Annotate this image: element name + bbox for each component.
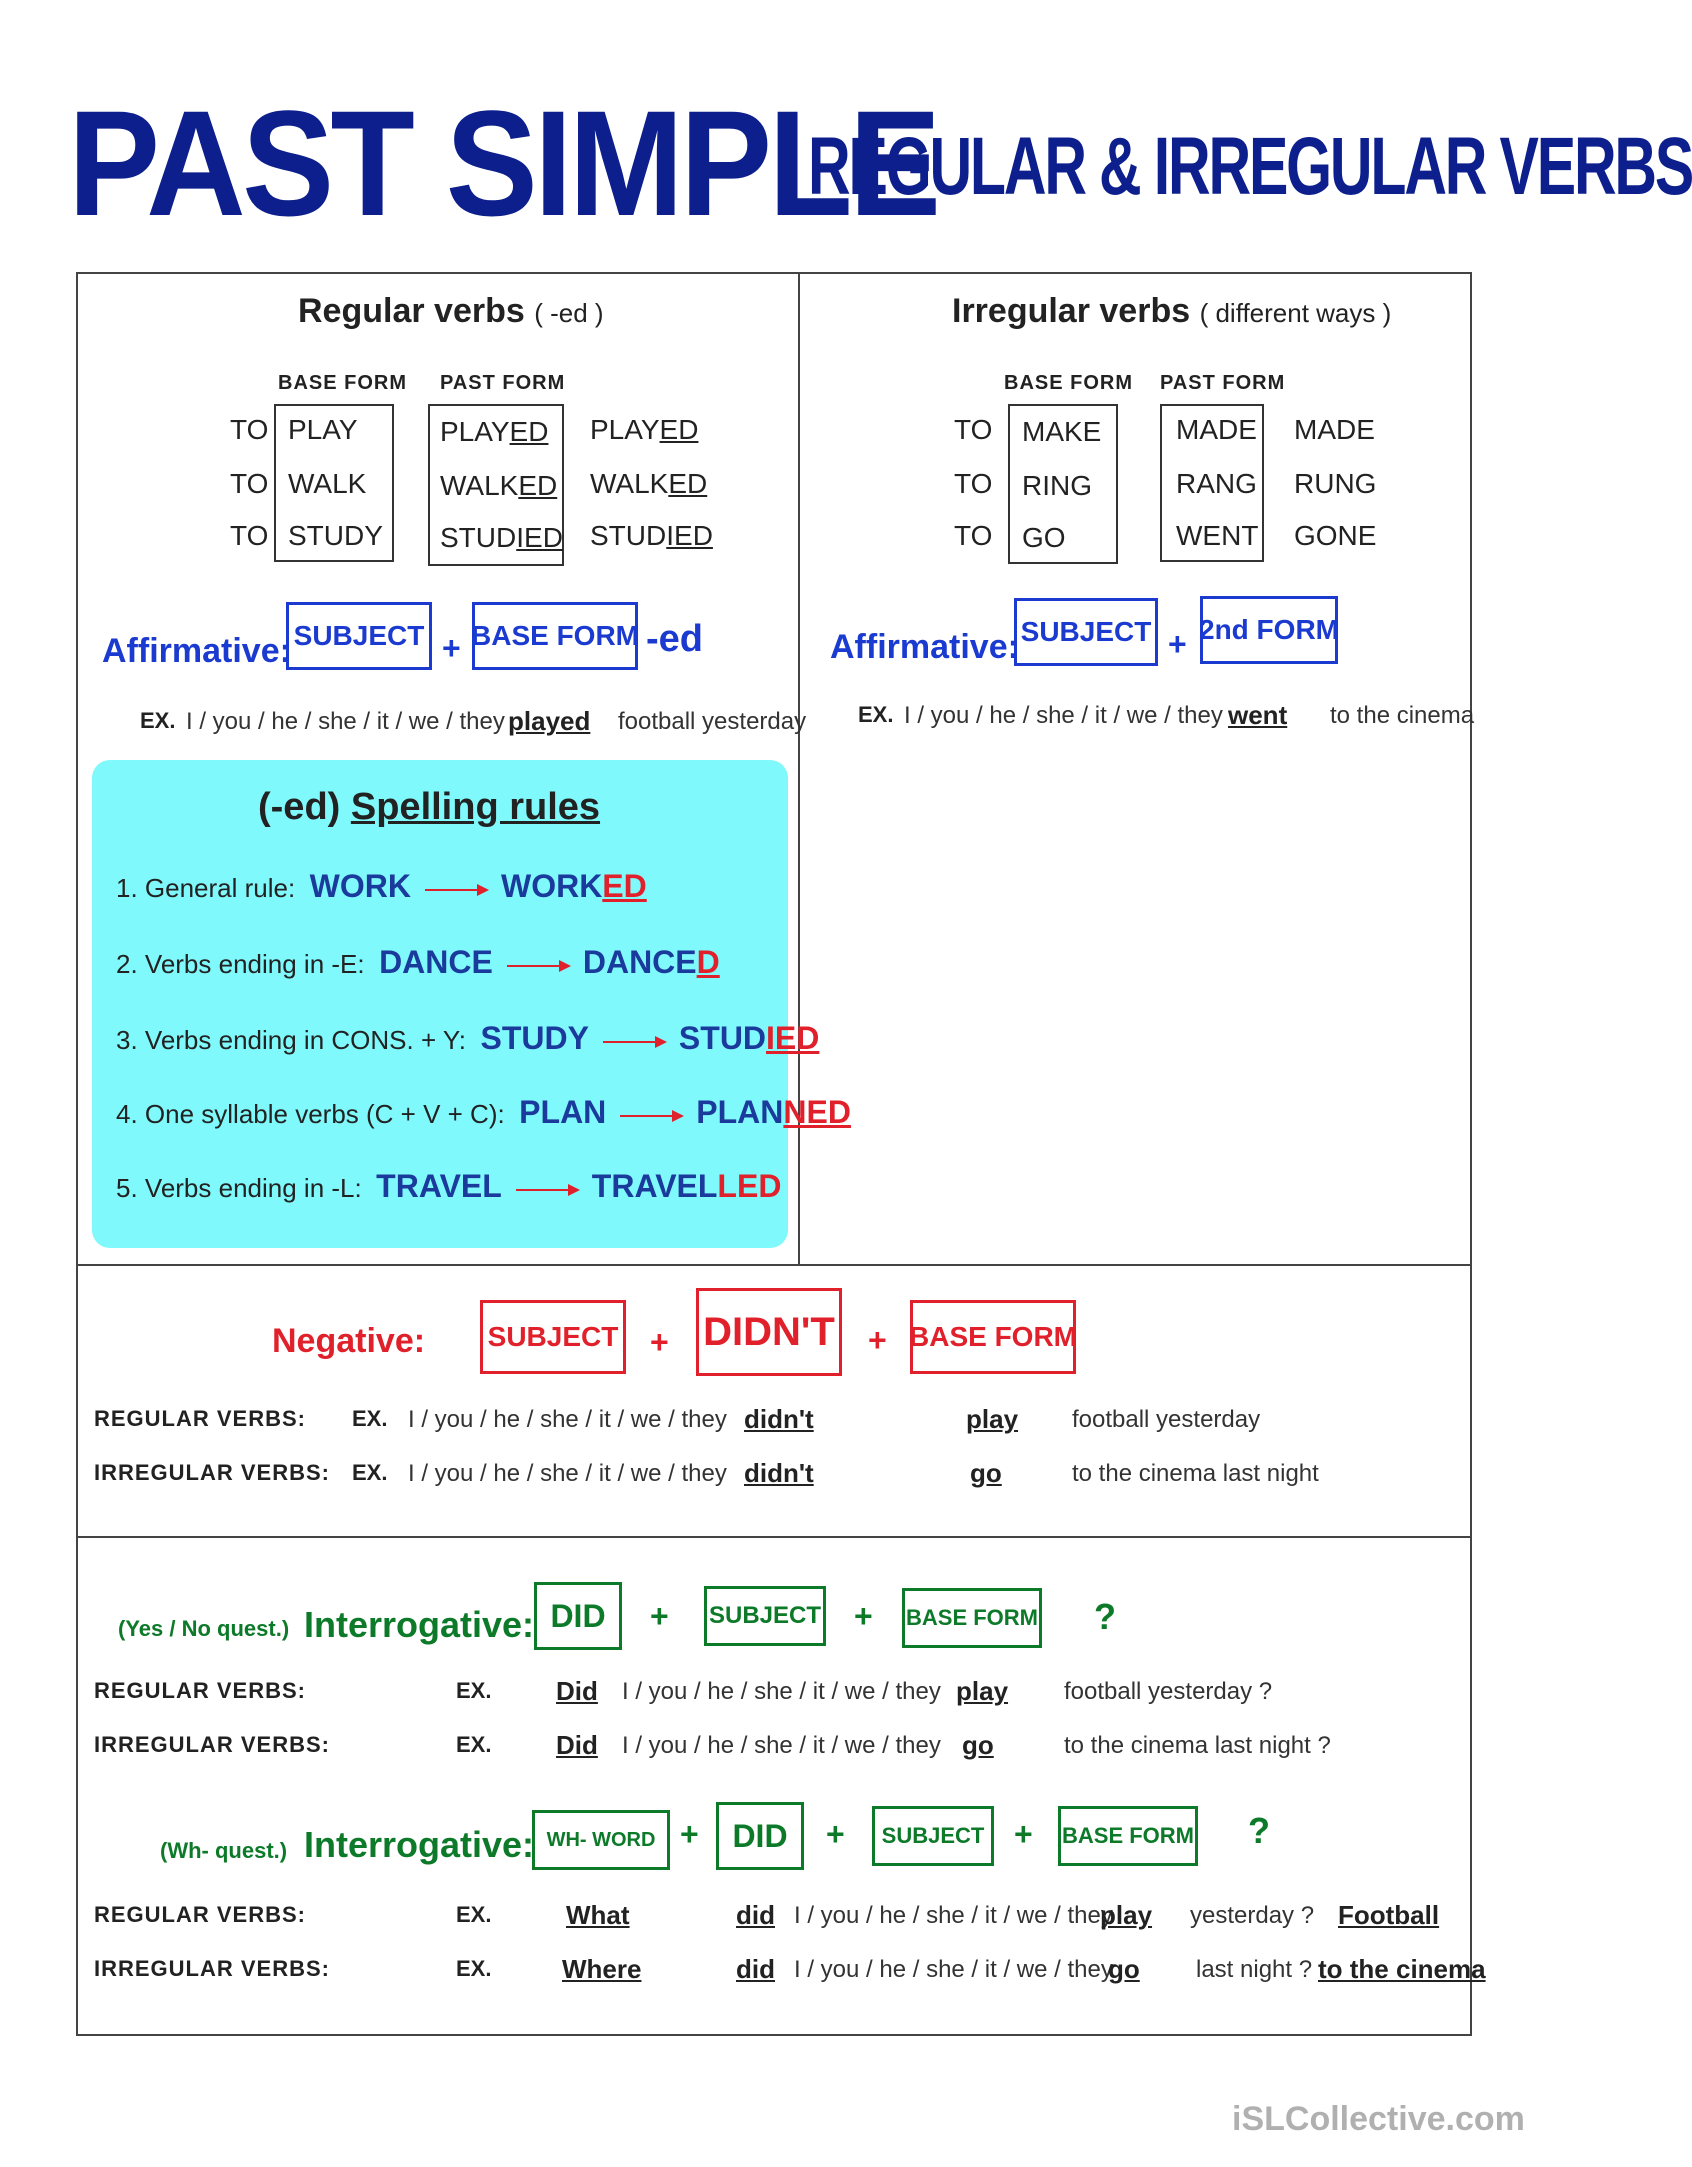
irregular-to-1: TO — [954, 414, 993, 445]
negative-aux-2: didn't — [744, 1458, 814, 1488]
regular-heading: Regular verbs ( -ed ) — [298, 292, 604, 330]
yesno-subject-box: SUBJECT — [704, 1586, 826, 1646]
regular-past-3: STUDIED — [440, 522, 563, 553]
irregular-past-3: WENT — [1176, 520, 1259, 551]
regular-col-past: PAST FORM — [440, 372, 566, 394]
spelling-rule-1: 1. General rule: WORK WORKED — [116, 868, 647, 904]
arrow-icon — [507, 965, 569, 967]
yesno-rest-2: to the cinema last night ? — [1064, 1732, 1331, 1759]
wh-baseform-box: BASE FORM — [1058, 1806, 1198, 1866]
regular-subject-box: SUBJECT — [286, 602, 432, 670]
irregular-base-2: RING — [1022, 470, 1092, 501]
negative-ex-1: EX. — [352, 1406, 388, 1431]
spelling-heading: (-ed) Spelling rules — [258, 786, 601, 828]
negative-ex-2: EX. — [352, 1460, 388, 1485]
yesno-aux-2: Did — [556, 1730, 598, 1760]
yesno-baseform-box: BASE FORM — [902, 1588, 1042, 1648]
irregular-base-3: GO — [1022, 522, 1066, 553]
yesno-ex-1: EX. — [456, 1678, 492, 1703]
irregular-col-past: PAST FORM — [1160, 372, 1286, 394]
wh-ex-2: EX. — [456, 1956, 492, 1981]
negative-aux-1: didn't — [744, 1404, 814, 1434]
negative-subject-box: SUBJECT — [480, 1300, 626, 1374]
wh-question-mark: ? — [1248, 1810, 1270, 1851]
irregular-ex-label: EX. — [858, 702, 894, 727]
negative-row-label-1: REGULAR VERBS: — [94, 1406, 307, 1431]
wh-verb-2: go — [1108, 1954, 1140, 1984]
spelling-rule-5: 5. Verbs ending in -L: TRAVEL TRAVELLED — [116, 1168, 782, 1204]
irregular-pp-1: MADE — [1294, 414, 1375, 445]
spelling-rule-3: 3. Verbs ending in CONS. + Y: STUDY STUDIED — [116, 1020, 820, 1056]
arrow-icon — [516, 1189, 578, 1191]
irregular-heading: Irregular verbs ( different ways ) — [952, 292, 1392, 330]
negative-plus-1: + — [650, 1324, 669, 1360]
regular-pp-2: WALKED — [590, 468, 708, 499]
irregular-col-base: BASE FORM — [1004, 372, 1133, 394]
wh-rest-2: last night ? — [1196, 1956, 1313, 1983]
arrow-icon — [603, 1041, 665, 1043]
irregular-pp-3: GONE — [1294, 520, 1377, 551]
wh-answer-1: Football — [1338, 1900, 1440, 1930]
wh-word-2: Where — [562, 1954, 642, 1984]
spelling-rule-4: 4. One syllable verbs (C + V + C): PLAN PLANNED — [116, 1094, 851, 1130]
page-title: PAST SIMPLE — [68, 79, 938, 247]
regular-ex-verb: played — [508, 706, 591, 736]
yesno-label: Interrogative: — [304, 1604, 535, 1645]
regular-base-2: WALK — [288, 468, 367, 499]
negative-verb-1: play — [966, 1404, 1019, 1434]
regular-col-base: BASE FORM — [278, 372, 407, 394]
negative-didnt-box: DIDN'T — [696, 1288, 842, 1376]
wh-row-label-2: IRREGULAR VERBS: — [94, 1956, 331, 1981]
yesno-ex-2: EX. — [456, 1732, 492, 1757]
wh-plus-2: + — [826, 1816, 845, 1852]
irregular-past-1: MADE — [1176, 414, 1257, 445]
wh-row-label-1: REGULAR VERBS: — [94, 1902, 307, 1927]
yesno-row-label-2: IRREGULAR VERBS: — [94, 1732, 331, 1757]
yesno-did-box: DID — [534, 1582, 622, 1650]
divider-interrogative — [76, 1536, 1472, 1538]
wh-subject-1: I / you / he / she / it / we / they — [794, 1902, 1113, 1929]
negative-subject-2: I / you / he / she / it / we / they — [408, 1460, 727, 1487]
wh-plus-1: + — [680, 1816, 699, 1852]
yesno-note: (Yes / No quest.) — [118, 1616, 290, 1641]
regular-base-3: STUDY — [288, 520, 383, 551]
negative-rest-1: football yesterday — [1072, 1406, 1261, 1433]
wh-word-box: WH- WORD — [532, 1810, 670, 1870]
regular-pp-3: STUDIED — [590, 520, 713, 551]
irregular-to-3: TO — [954, 520, 993, 551]
negative-rest-2: to the cinema last night — [1072, 1460, 1319, 1487]
yesno-row-label-1: REGULAR VERBS: — [94, 1678, 307, 1703]
yesno-subject-2: I / you / he / she / it / we / they — [622, 1732, 941, 1759]
irregular-subject-box: SUBJECT — [1014, 598, 1158, 666]
regular-base-1: PLAY — [288, 414, 358, 445]
irregular-ex-rest: to the cinema — [1330, 702, 1475, 729]
wh-ex-1: EX. — [456, 1902, 492, 1927]
regular-ex-label: EX. — [140, 708, 176, 733]
wh-answer-2: to the cinema — [1318, 1954, 1486, 1984]
yesno-question-mark: ? — [1094, 1596, 1116, 1637]
wh-plus-3: + — [1014, 1816, 1033, 1852]
irregular-2ndform-box: 2nd FORM — [1200, 596, 1338, 664]
wh-verb-1: play — [1100, 1900, 1153, 1930]
spelling-rule-2: 2. Verbs ending in -E: DANCE DANCED — [116, 944, 720, 980]
divider-negative — [76, 1264, 1472, 1266]
negative-label: Negative: — [272, 1322, 426, 1360]
regular-suffix: -ed — [646, 618, 703, 660]
wh-label: Interrogative: — [304, 1824, 535, 1865]
wh-aux-2: did — [736, 1954, 775, 1984]
irregular-plus: + — [1168, 626, 1187, 662]
negative-verb-2: go — [970, 1458, 1002, 1488]
irregular-pp-2: RUNG — [1294, 468, 1377, 499]
negative-plus-2: + — [868, 1322, 887, 1358]
wh-rest-1: yesterday ? — [1190, 1902, 1315, 1929]
irregular-to-2: TO — [954, 468, 993, 499]
irregular-ex-verb: went — [1228, 700, 1288, 730]
watermark: iSLCollective.com — [1232, 2100, 1525, 2138]
regular-affirmative-label: Affirmative: — [102, 632, 291, 670]
yesno-aux-1: Did — [556, 1676, 598, 1706]
regular-past-1: PLAYED — [440, 416, 549, 447]
wh-note: (Wh- quest.) — [160, 1838, 288, 1863]
wh-subject-2: I / you / he / she / it / we / they — [794, 1956, 1113, 1983]
irregular-affirmative-label: Affirmative: — [830, 628, 1019, 666]
regular-to-1: TO — [230, 414, 269, 445]
regular-baseform-box: BASE FORM — [472, 602, 638, 670]
regular-past-2: WALKED — [440, 470, 558, 501]
yesno-verb-2: go — [962, 1730, 994, 1760]
yesno-subject-1: I / you / he / she / it / we / they — [622, 1678, 941, 1705]
regular-ex-subject: I / you / he / she / it / we / they — [186, 708, 505, 735]
yesno-plus-2: + — [854, 1598, 873, 1634]
regular-ex-rest: football yesterday — [618, 708, 807, 735]
irregular-base-1: MAKE — [1022, 416, 1102, 447]
negative-subject-1: I / you / he / she / it / we / they — [408, 1406, 727, 1433]
wh-subject-box: SUBJECT — [872, 1806, 994, 1866]
regular-to-2: TO — [230, 468, 269, 499]
yesno-rest-1: football yesterday ? — [1064, 1678, 1273, 1705]
irregular-ex-subject: I / you / he / she / it / we / they — [904, 702, 1223, 729]
wh-word-1: What — [566, 1900, 630, 1930]
regular-pp-1: PLAYED — [590, 414, 699, 445]
irregular-past-2: RANG — [1176, 468, 1257, 499]
arrow-icon — [425, 889, 487, 891]
yesno-verb-1: play — [956, 1676, 1009, 1706]
regular-plus: + — [442, 630, 461, 666]
negative-row-label-2: IRREGULAR VERBS: — [94, 1460, 331, 1485]
page-subtitle: REGULAR & IRREGULAR VERBS — [808, 121, 1692, 212]
wh-aux-1: did — [736, 1900, 775, 1930]
regular-to-3: TO — [230, 520, 269, 551]
arrow-icon — [620, 1115, 682, 1117]
wh-did-box: DID — [716, 1802, 804, 1870]
yesno-plus-1: + — [650, 1598, 669, 1634]
negative-baseform-box: BASE FORM — [910, 1300, 1076, 1374]
